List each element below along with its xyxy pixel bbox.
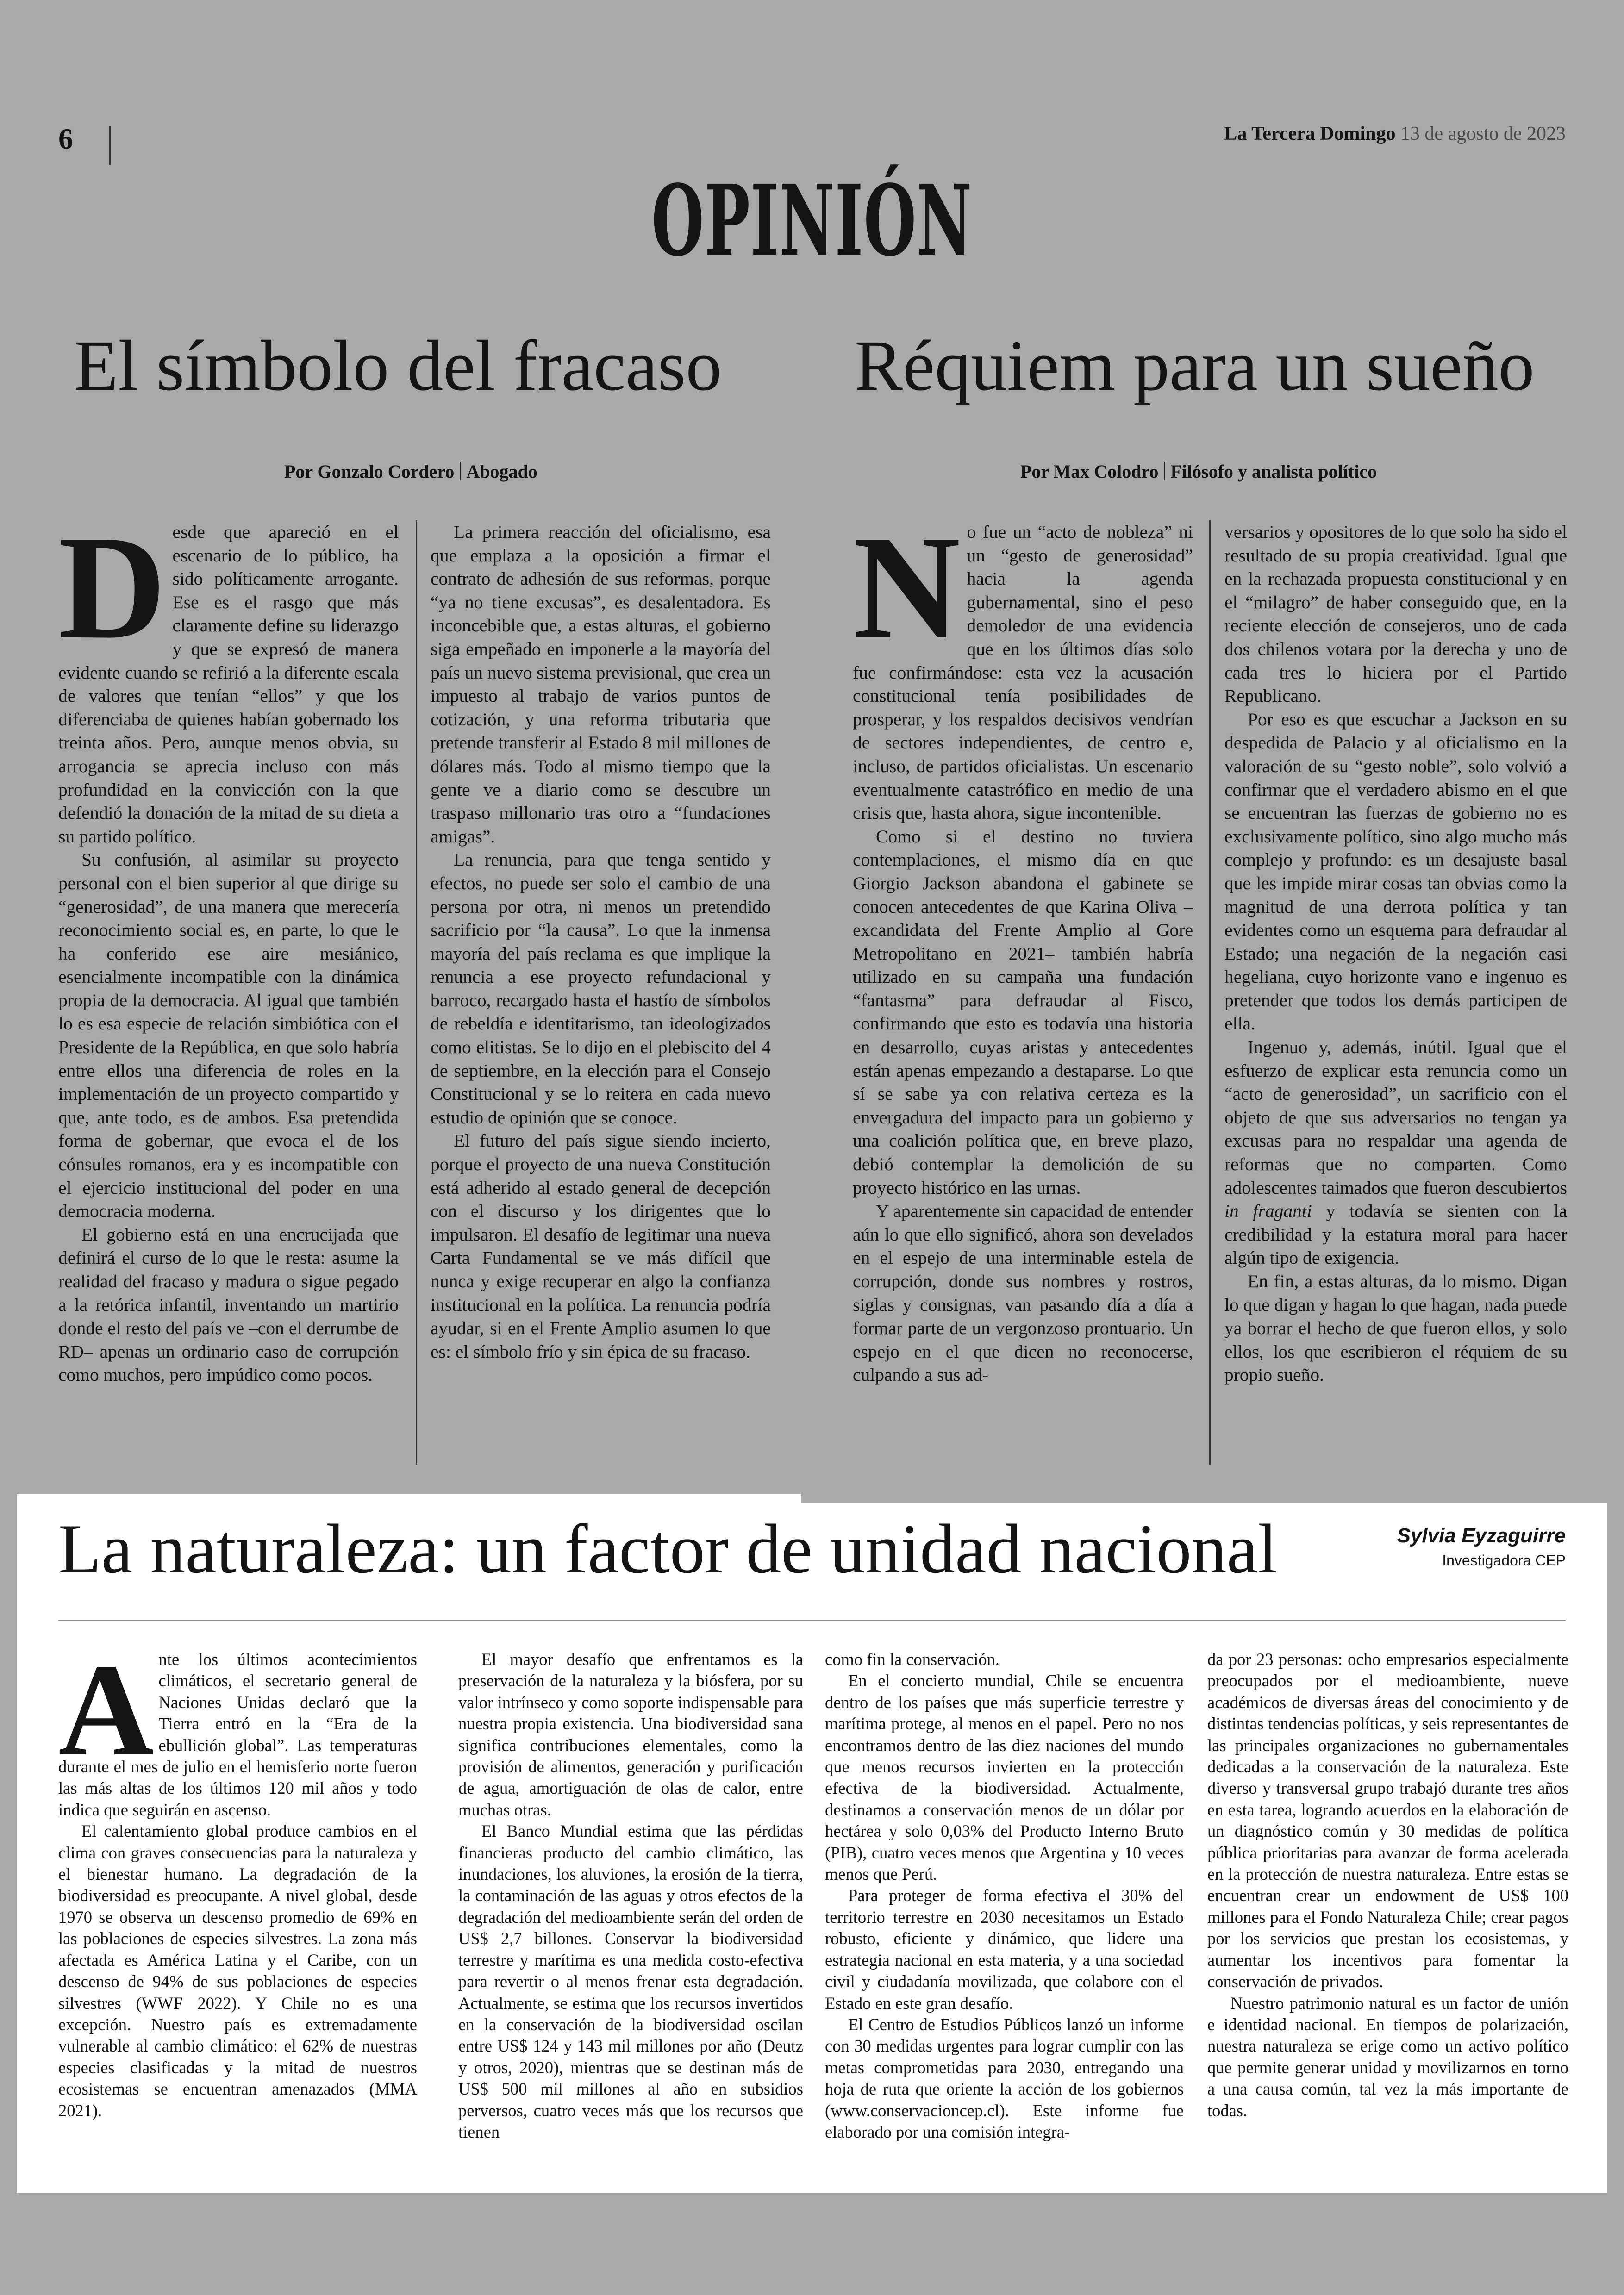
italic-phrase: in fraganti xyxy=(1224,1201,1312,1222)
article-2-role: Filósofo y analista político xyxy=(1170,461,1377,482)
article-3-column-2 xyxy=(458,1649,803,2143)
article-3-paragraph: En el concierto mundial, Chile se encuentra dentro de los países que más superficie terrestre y marítima protege, al menos en el papel. Pero no nos encontramos dentro de las diez naciones del mundo que menos recursos invierten en la protección efectiva de la biodiversidad. Actualmente, destinamos a conservación menos de un dólar por hectárea y solo 0,03% del Producto Interno Bruto (PIB), cuatro veces menos que Argentina y 10 veces menos que Perú. xyxy=(825,1671,1184,1884)
article-1-column-1 xyxy=(58,505,399,1387)
article-2-author: Por Max Colodro xyxy=(1020,461,1159,482)
article-1-author: Por Gonzalo Cordero xyxy=(284,461,455,482)
article-1-paragraph: La renuncia, para que tenga sentido y efectos, no puede ser solo el cambio de una persona por otra, ni menos un pretendido sacrificio por “la causa”. Lo que la inmensa mayoría del país reclama es que implique la renuncia a ese proyecto refundacional y barroco, recargado hasta el hastío de símbolos de rebeldía e identitarismo, tan ideologizados como elitistas. Se lo dijo en el plebiscito del 4 de septiembre, en la elección para el Consejo Constitucional y se lo reitera en cada nuevo estudio de opinión que se conoce. xyxy=(431,849,771,1128)
article-3-column-1 xyxy=(58,1636,417,2121)
article-3-paragraph: Para proteger de forma efectiva el 30% del territorio terrestre en 2030 necesitamos un Estado robusto, eficiente y dinámico, que lidere una estrategia nacional en esta materia, y a una sociedad civil y ciudadanía movilizada, que colabore con el Estado en este gran desafío. xyxy=(825,1886,1184,2013)
article-1-paragraph: El futuro del país sigue siendo incierto, porque el proyecto de una nueva Constitución está adherido al estado general de decepción con el discurso y los dirigentes que lo impulsaron. El desafío de legitimar una nueva Carta Fundamental se ve más difícil que nunca y exige recuperar en algo la confianza institucional en la política. La renuncia podría ayudar, si en el Frente Amplio asumen lo que es: el símbolo frío y sin épica de su fracaso. xyxy=(431,1130,771,1362)
article-3-author: Sylvia Eyzaguirre xyxy=(1397,1524,1566,1547)
article-3-paragraph: El calentamiento global produce cambios en el clima con graves consecuencias para la naturaleza y el bienestar humano. La degradación de la biodiversidad es preocupante. A nivel global, desde 1970 se observa un descenso promedio de 69% en las poblaciones de especies silvestres. La zona más afectada es América Latina y el Caribe, con un descenso de 94% de sus poblaciones de especies silvestres (WWF 2022). Y Chile no es una excepción. Nuestro país es extremadamente vulnerable al cambio climático: el 62% de nuestras especies clasificadas y la mitad de nuestros ecosistemas se encuentran amenazados (MMA 2021). xyxy=(58,1821,417,2120)
article-3-paragraph: Nuestro patrimonio natural es un factor de unión e identidad nacional. En tiempos de polarización, nuestra naturaleza se erige como un activo político que permite generar unidad y movilizarnos en torno a una causa común, tal vez la más importante de todas. xyxy=(1207,1993,1568,2120)
article-3-author-block xyxy=(1397,1524,1566,1570)
article-3-paragraph: Ante los últimos acontecimientos climáticos, el secretario general de Naciones Unidas declaró que la Tierra entró en la “Era de la ebullición global”. Las temperaturas durante el mes de julio en el hemisferio norte fueron las más altas de los últimos 120 mil años y todo indica que seguirán en ascenso. xyxy=(58,1636,417,1819)
article-3-paragraph: El mayor desafío que enfrentamos es la preservación de la naturaleza y la biósfera, por su valor intrínseco y como soporte indispensable para nuestra propia existencia. Una biodiversidad sana significa contribuciones elementales, como la provisión de alimentos, generación y purificación de agua, amortiguación de olas de calor, entre muchas otras. xyxy=(458,1650,803,1819)
article-1-byline xyxy=(284,461,537,482)
byline-separator xyxy=(460,462,461,480)
article-3-column-4 xyxy=(1207,1649,1568,2121)
article-2-paragraph: Como si el destino no tuviera contemplaciones, el mismo día en que Giorgio Jackson abandona el gabinete se conocen antecedentes de que Karina Oliva –excandidata del Frente Amplio al Gore Metropolitano en 2021– también habría utilizado en su campaña una fundación “fantasma” para defraudar al Fisco, confirmando que esto es todavía una historia en desarrollo, cuyas aristas y antecedentes están apenas empezando a destaparse. Lo que sí se sabe ya con relativa certeza es la envergadura del impacto para un gobierno y una coalición política que, en breve plazo, debió contemplar la demolición de su proyecto histórico en las urnas. xyxy=(853,826,1193,1198)
article-1-paragraph: Desde que apareció en el escenario de lo público, ha sido políticamente arrogante. Ese es el rasgo que más claramente define su liderazgo y que se expresó de manera evidente cuando se refirió a la diferente escala de valores que tenían “ellos” y que los diferenciaba de quienes habían gobernado los treinta años. Pero, aunque menos obvia, su arrogancia se aprecia incluso con más profundidad en la convicción con la que defendió la donación de la mitad de su dieta a su partido político. xyxy=(58,505,399,847)
article-3-column-3 xyxy=(825,1649,1184,2143)
article-3-headline: La naturaleza: un factor de unidad nacional xyxy=(58,1510,1278,1588)
article-3-paragraph: da por 23 personas: ocho empresarios especialmente preocupados por el medioambiente, nueve académicos de diversas áreas del conocimiento y de distintas tendencias políticas, y seis representantes de las principales organizaciones no gubernamentales dedicadas a la conservación de la naturaleza. Este diverso y transversal grupo trabajó durante tres años en esta tarea, logrando acuerdos en la elaboración de un diagnóstico común y 30 medidas de política pública prioritarias para avanzar de forma acelerada en la protección de nuestra naturaleza. Entre estas se encuentran crear un endowment de US$ 100 millones para el Fondo Naturaleza Chile; crear pagos por los servicios que prestan los ecosistemas, y aumentar los incentivos para fomentar la conservación de privados. xyxy=(1207,1650,1568,1991)
panel-notch xyxy=(801,1494,1607,1503)
publication-name: La Tercera Domingo xyxy=(1224,123,1396,144)
article-2-dropcap: N xyxy=(853,505,961,670)
column-divider xyxy=(416,520,417,1465)
article-3-role: Investigadora CEP xyxy=(1442,1552,1566,1569)
publication-date: 13 de agosto de 2023 xyxy=(1400,123,1566,144)
article-2-paragraph: versarios y opositores de lo que solo ha sido el resultado de su propia creatividad. Igual que en la rechazada propuesta constitucional y en el “milagro” de haber conseguido que, en la reciente elección de consejeros, uno de cada dos chilenos votara por la derecha y uno de cada tres lo hiciera por el Partido Republicano. xyxy=(1224,522,1567,706)
article-1-paragraph: La primera reacción del oficialismo, esa que emplaza a la oposición a firmar el contrato de adhesión de sus reformas, porque “ya no tiene excusas”, es desalentadora. Es inconcebible que, a estas alturas, el gobierno siga empeñado en imponerle a la mayoría del país un nuevo sistema previsional, que crea un impuesto al trabajo de varios puntos de cotización, y una reforma tributaria que pretende transferir al Estado 8 mil millones de dólares más. Todo al mismo tiempo que la gente ve a diario como se descubre un traspaso millonario tras otro a “fundaciones amigas”. xyxy=(431,522,771,847)
masthead xyxy=(1224,124,1566,143)
article-3-dropcap: A xyxy=(58,1636,154,1783)
article-1-paragraph: Su confusión, al asimilar su proyecto personal con el bien superior al que dirige su “generosidad”, de una manera que merecería reconocimiento social es, en parte, lo que le ha conferido ese aire mesiánico, esencialmente incompatible con la dinámica propia de la democracia. Al igual que también lo es esa especie de relación simbiótica con el Presidente de la República, en que solo habría entre ellos una diferencia de roles en la implementación de un proyecto compartido y que, ante todo, es de ambos. Esa pretendida forma de gobernar, que evoca el de los cónsules romanos, era y es incompatible con el ejercicio institucional del poder en una democracia moderna. xyxy=(58,849,399,1222)
page-number-divider xyxy=(109,126,111,165)
article-2-paragraph: Y aparentemente sin capacidad de entender aún lo que ello significó, ahora son develados en el espejo de una interminable estela de corrupción, donde sus nombres y rostros, siglas y consignas, van pasando día a día a formar parte de un vergonzoso prontuario. Un espejo en el que dicen no reconocerse, culpando a sus ad- xyxy=(853,1201,1193,1385)
article-2-byline xyxy=(1020,461,1377,482)
article-1-paragraph: El gobierno está en una encrucijada que definirá el curso de lo que le resta: asume la realidad del fracaso y madura o sigue pegado a la retórica infantil, inventando un martirio donde el resto del país ve –con el derrumbe de RD– apenas un ordinario caso de corrupción como muchos, pero impúdico como pocos. xyxy=(58,1224,399,1385)
article-2-headline: Réquiem para un sueño xyxy=(855,325,1535,405)
page-number: 6 xyxy=(58,122,73,155)
article-3-paragraph: El Centro de Estudios Públicos lanzó un informe con 30 medidas urgentes para lograr cumplir con las metas comprometidas para 2030, entregando una hoja de ruta que oriente la acción de los gobiernos (www.conservacioncep.cl). Este informe fue elaborado por una comisión integra- xyxy=(825,2014,1184,2141)
headline-rule xyxy=(58,1620,1566,1621)
article-1-role: Abogado xyxy=(466,461,537,482)
byline-separator xyxy=(1164,462,1165,480)
article-1-column-2 xyxy=(431,520,771,1363)
article-2-paragraph: En fin, a estas alturas, da lo mismo. Digan lo que digan y hagan lo que hagan, nada puede ya borrar el hecho de que fueron ellos, y solo ellos, los que escribieron el réquiem de su propio sueño. xyxy=(1224,1271,1567,1385)
article-2-paragraph: Ingenuo y, además, inútil. Igual que el esfuerzo de explicar esta renuncia como un “acto de generosidad”, un sacrificio con el objeto de que sus adversarios no tengan ya excusas para no respaldar una agenda de reformas que no comparten. Como adolescentes taimados que fueron descubiertos in fraganti y todavía se sienten con la credibilidad y la estatura moral para hacer algún tipo de exigencia. xyxy=(1224,1037,1567,1268)
article-1-headline: El símbolo del fracaso xyxy=(74,325,722,405)
article-2-column-2 xyxy=(1224,520,1567,1387)
section-title: OPINIÓN xyxy=(651,163,973,278)
article-2-column-1 xyxy=(853,505,1193,1387)
article-3-paragraph: El Banco Mundial estima que las pérdidas financieras producto del cambio climático, las inundaciones, los aluviones, la erosión de la tierra, la contaminación de las aguas y otros efectos de la degradación del medioambiente serán del orden de US$ 2,7 billones. Conservar la biodiversidad terrestre y marítima es una medida costo-efectiva para revertir o al menos frenar esta degradación. Actualmente, se estima que los recursos invertidos en la conservación de la biodiversidad oscilan entre US$ 124 y 143 mil millones por año (Deutz y otros, 2020), mientras que se destinan más de US$ 500 mil millones al año en subsidios perversos, cuatro veces más que los recursos que tienen xyxy=(458,1821,803,2141)
article-1-dropcap: D xyxy=(58,505,166,670)
article-2-paragraph: Por eso es que escuchar a Jackson en su despedida de Palacio y al oficialismo en la valoración de su “gesto noble”, solo volvió a confirmar que el verdadero abismo en el que se encuentran las fuerzas de gobierno no es exclusivamente político, sino algo mucho más complejo y profundo: es un desajuste basal que les impide mirar cosas tan obvias como la magnitud de una derrota política y tan evidentes como un esquema para defraudar al Estado; una negación de la negación casi hegeliana, cuyo horizonte vano e ingenuo es pretender que todos los demás participen de ella. xyxy=(1224,709,1567,1034)
article-3-paragraph: como fin la conservación. xyxy=(825,1650,1000,1669)
article-2-paragraph: No fue un “acto de nobleza” ni un “gesto de generosidad” hacia la agenda gubernamental, sino el peso demoledor de una evidencia que en los últimos días solo fue confirmándose: esta vez la acusación constitucional tenía posibilidades de prosperar, y los respaldos decisivos vendrían de sectores independientes, de centro e, incluso, de partidos oficialistas. Un escenario eventualmente catastrófico en medio de una crisis que, hasta ahora, sigue incontenible. xyxy=(853,505,1193,823)
column-divider xyxy=(1209,520,1211,1465)
